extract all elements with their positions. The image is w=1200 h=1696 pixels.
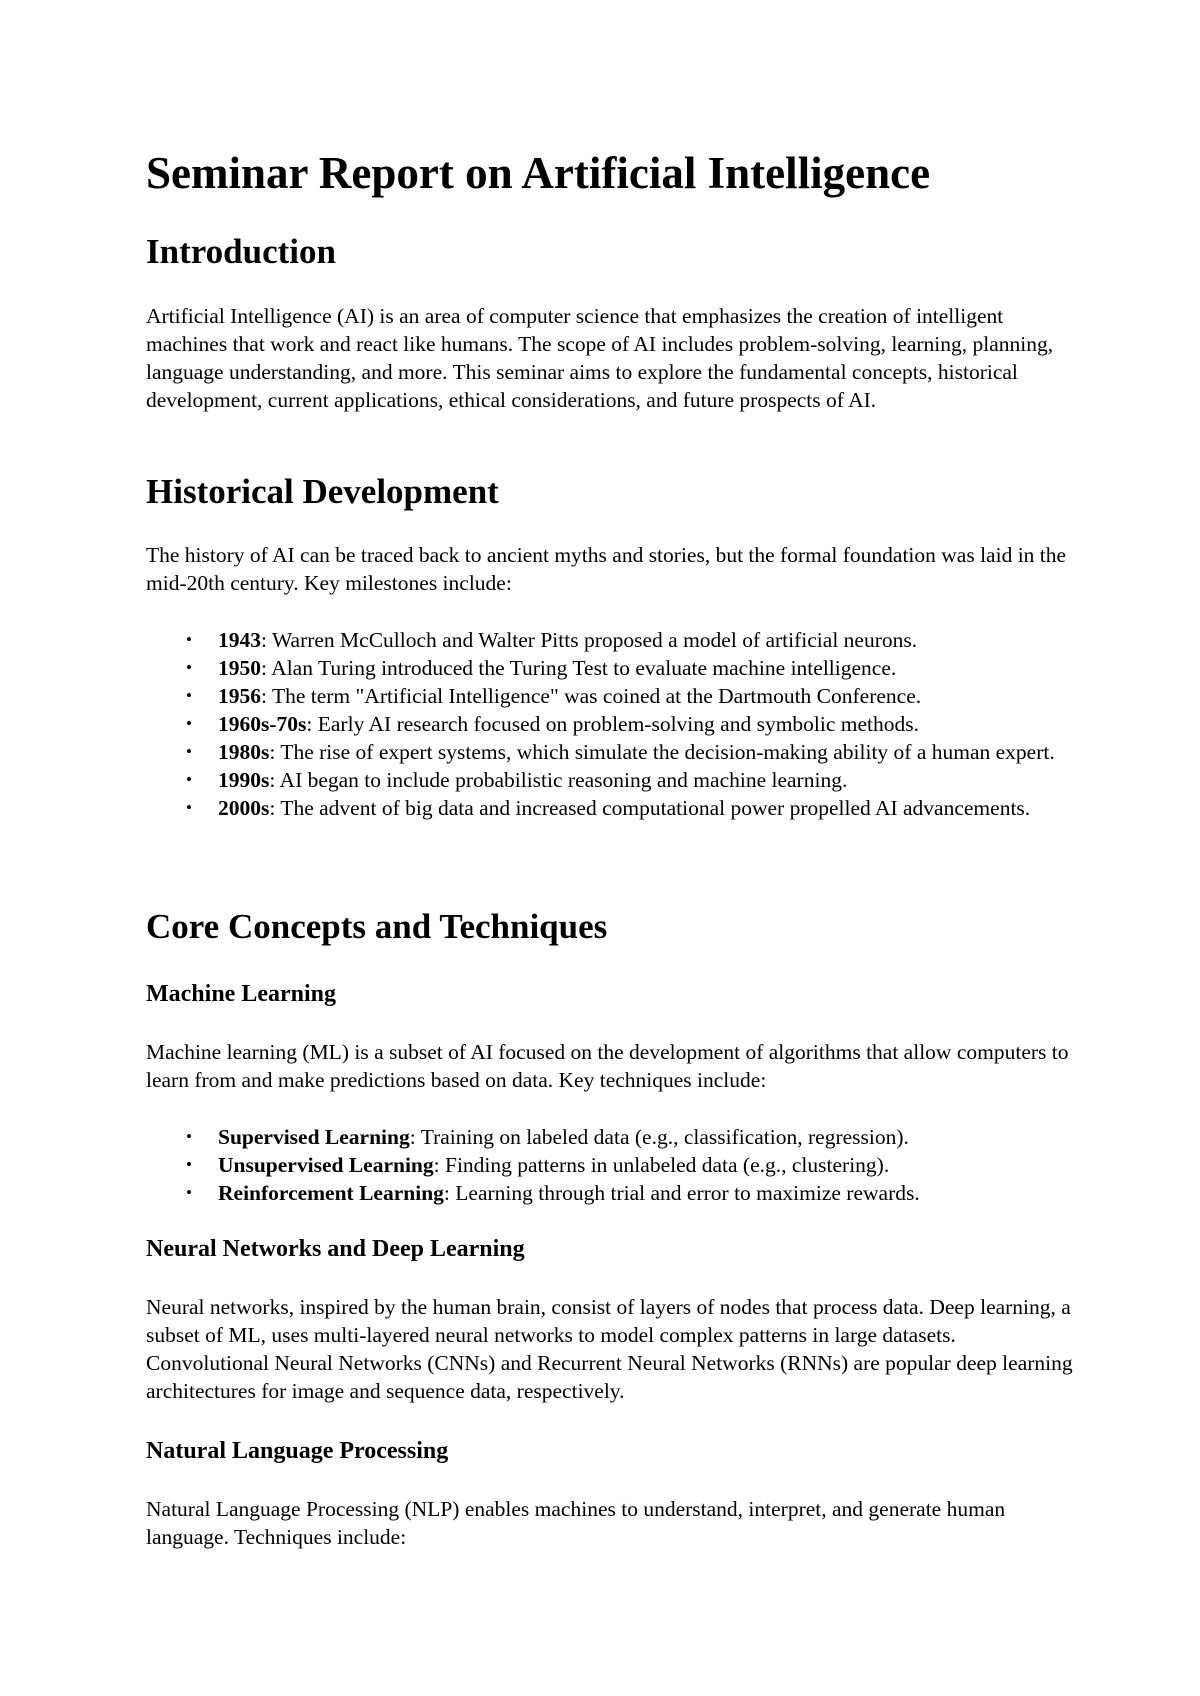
milestone-text: : The rise of expert systems, which simulate the decision-making ability of a human expert. bbox=[269, 740, 1055, 764]
list-item bbox=[146, 1123, 1076, 1151]
technique-text: : Finding patterns in unlabeled data (e.g., clustering). bbox=[433, 1153, 890, 1177]
neural-networks-paragraph: Neural networks, inspired by the human brain, consist of layers of nodes that process data. Deep learning, a subset of ML, uses multi-layered neural networks to model complex patterns in large datasets. Convolutional Neural Networks (CNNs) and Recurrent Neural Networks (RNNs) are popular deep learning architectures for image and sequence data, respectively. bbox=[146, 1295, 1073, 1403]
technique-text: : Learning through trial and error to maximize rewards. bbox=[443, 1181, 920, 1205]
list-item bbox=[146, 766, 1076, 794]
heading-introduction: Introduction bbox=[146, 232, 336, 271]
milestone-term: 1943 bbox=[218, 628, 261, 652]
list-item bbox=[146, 654, 1076, 682]
bullet-icon: • bbox=[186, 742, 192, 761]
document-title: Seminar Report on Artificial Intelligence bbox=[146, 148, 931, 198]
milestone-term: 1950 bbox=[218, 656, 261, 680]
heading-neural-networks: Neural Networks and Deep Learning bbox=[146, 1236, 525, 1262]
bullet-icon: • bbox=[186, 1155, 192, 1174]
technique-term: Unsupervised Learning bbox=[218, 1153, 434, 1177]
milestone-text: : AI began to include probabilistic reasoning and machine learning. bbox=[269, 768, 848, 792]
heading-nlp: Natural Language Processing bbox=[146, 1438, 449, 1464]
list-item bbox=[146, 682, 1076, 710]
technique-text: : Training on labeled data (e.g., classification, regression). bbox=[409, 1125, 909, 1149]
milestone-term: 1990s bbox=[218, 768, 270, 792]
milestone-term: 2000s bbox=[218, 796, 270, 820]
milestone-term: 1980s bbox=[218, 740, 270, 764]
technique-list bbox=[146, 1123, 1076, 1207]
heading-historical-development: Historical Development bbox=[146, 472, 499, 511]
heading-core-concepts: Core Concepts and Techniques bbox=[146, 907, 608, 946]
machine-learning-paragraph: Machine learning (ML) is a subset of AI focused on the development of algorithms that allow computers to learn from and make predictions based on data. Key techniques include: bbox=[146, 1040, 1069, 1092]
milestone-text: : Alan Turing introduced the Turing Test to evaluate machine intelligence. bbox=[261, 656, 897, 680]
milestone-term: 1960s-70s bbox=[218, 712, 307, 736]
bullet-icon: • bbox=[186, 686, 192, 705]
list-item bbox=[146, 738, 1076, 766]
list-item bbox=[146, 1179, 1076, 1207]
bullet-icon: • bbox=[186, 798, 192, 817]
nlp-paragraph: Natural Language Processing (NLP) enables machines to understand, interpret, and generate human language. Techniques include: bbox=[146, 1497, 1006, 1549]
milestone-text: : The advent of big data and increased computational power propelled AI advancements. bbox=[269, 796, 1031, 820]
bullet-icon: • bbox=[186, 630, 192, 649]
technique-term: Supervised Learning bbox=[218, 1125, 410, 1149]
milestone-text: : Warren McCulloch and Walter Pitts proposed a model of artificial neurons. bbox=[261, 628, 918, 652]
list-item bbox=[146, 710, 1076, 738]
list-item bbox=[146, 794, 1076, 822]
bullet-icon: • bbox=[186, 1183, 192, 1202]
milestone-list bbox=[146, 626, 1076, 822]
milestone-text: : Early AI research focused on problem-solving and symbolic methods. bbox=[306, 712, 920, 736]
milestone-term: 1956 bbox=[218, 684, 261, 708]
heading-machine-learning: Machine Learning bbox=[146, 981, 336, 1007]
history-paragraph: The history of AI can be traced back to ancient myths and stories, but the formal foundation was laid in the mid-20th century. Key milestones include: bbox=[146, 543, 1067, 595]
bullet-icon: • bbox=[186, 658, 192, 677]
bullet-icon: • bbox=[186, 1127, 192, 1146]
list-item bbox=[146, 626, 1076, 654]
milestone-text: : The term "Artificial Intelligence" was coined at the Dartmouth Conference. bbox=[261, 684, 922, 708]
technique-term: Reinforcement Learning bbox=[218, 1181, 444, 1205]
list-item bbox=[146, 1151, 1076, 1179]
bullet-icon: • bbox=[186, 714, 192, 733]
introduction-paragraph: Artificial Intelligence (AI) is an area of computer science that emphasizes the creation of intelligent machines that work and react like humans. The scope of AI includes problem-solving, learning, planning, language understanding, and more. This seminar aims to explore the fundamental concepts, historical development, current applications, ethical considerations, and future prospects of AI. bbox=[146, 304, 1054, 412]
bullet-icon: • bbox=[186, 770, 192, 789]
